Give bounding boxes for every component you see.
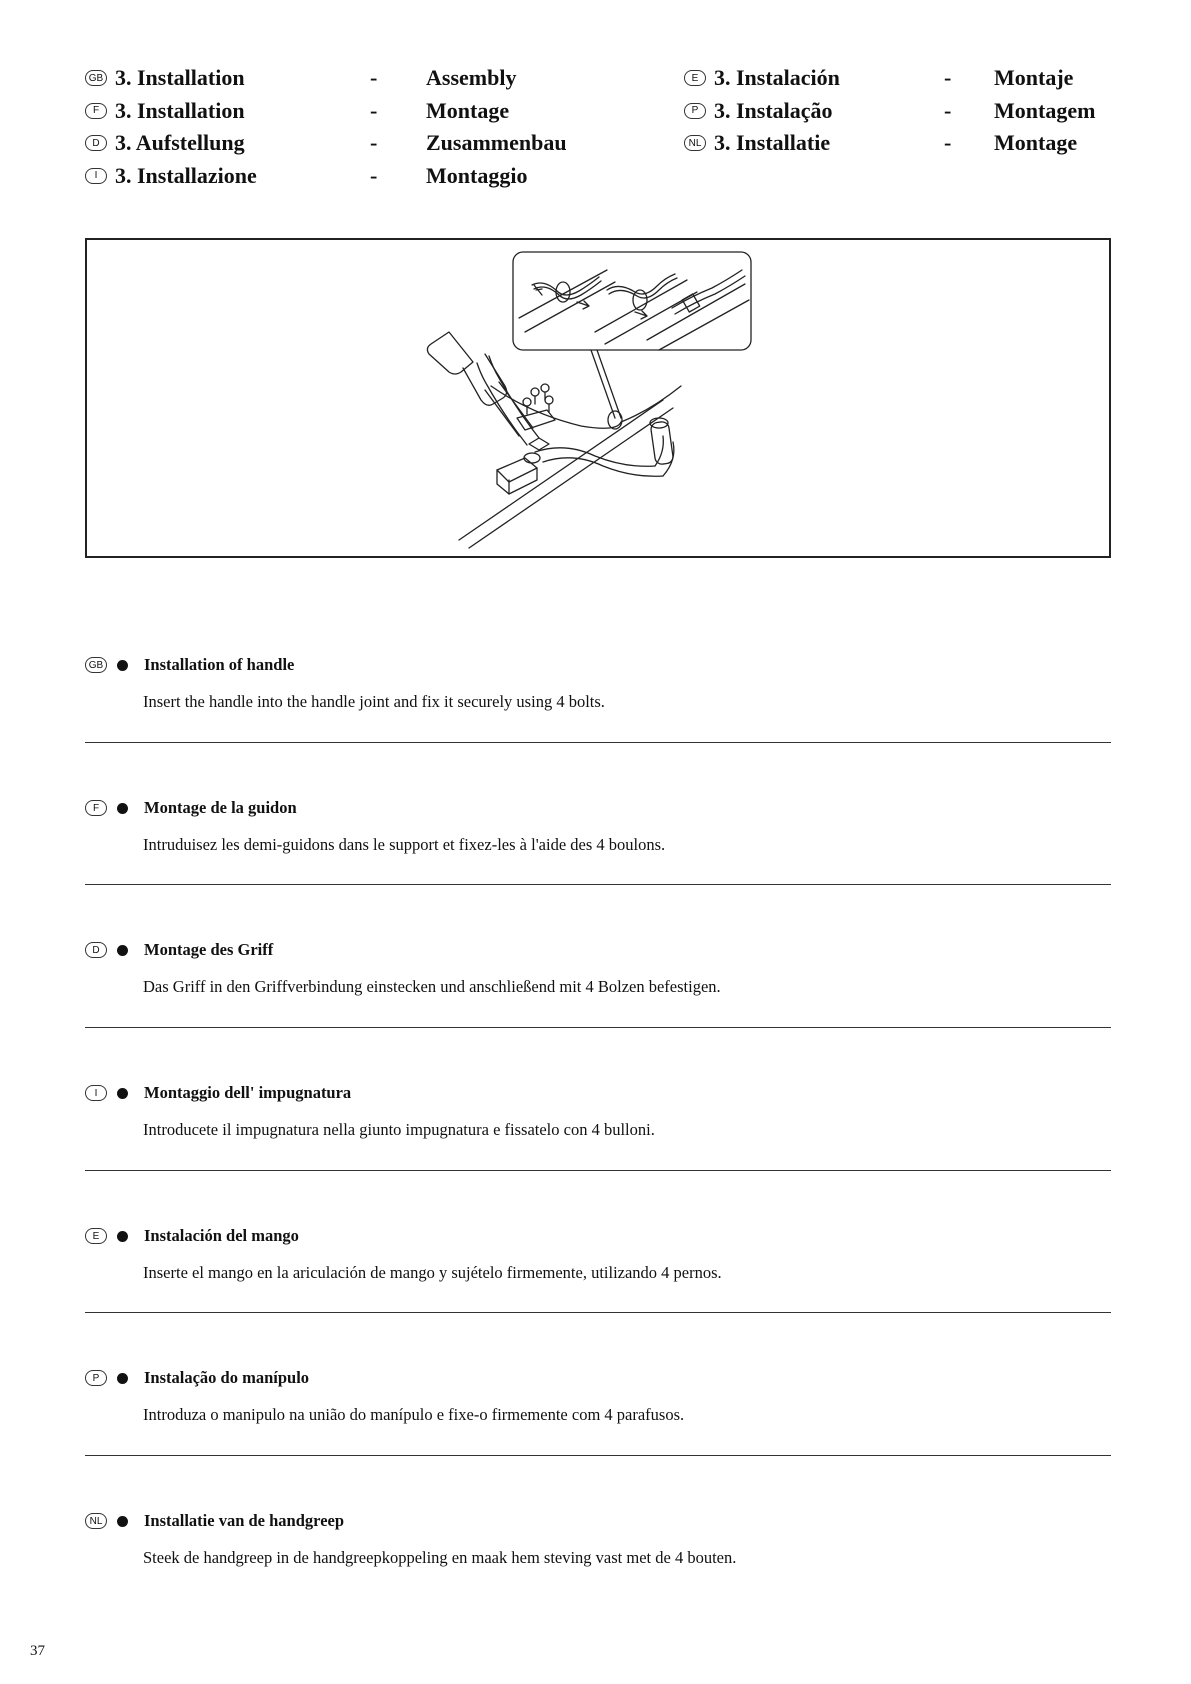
lang-badge: P — [684, 103, 706, 119]
section-heading: 3. Aufstellung — [115, 130, 245, 156]
dash: - — [944, 65, 952, 91]
bullet-icon — [117, 803, 128, 814]
bullet-icon — [117, 1516, 128, 1527]
dash: - — [370, 130, 378, 156]
dash: - — [944, 97, 952, 123]
bullet-icon — [117, 1231, 128, 1242]
section-heading: 3. Installation — [115, 65, 245, 91]
divider — [85, 1027, 1111, 1028]
header-row — [85, 160, 257, 193]
header-right-column — [684, 62, 840, 160]
divider — [85, 1170, 1111, 1171]
dash: - — [370, 97, 378, 123]
dash: - — [370, 162, 378, 188]
instruction-text: Inserte el mango en la ariculación de mango y sujételo firmemente, utilizando 4 pernos. — [143, 1263, 722, 1282]
section-heading: 3. Installazione — [115, 162, 257, 188]
lang-badge: D — [85, 135, 107, 151]
instruction-title: Installatie van de handgreep — [144, 1511, 345, 1530]
divider — [85, 1455, 1111, 1456]
header-left-dashes — [370, 62, 377, 192]
lang-badge: NL — [684, 135, 706, 151]
section-title — [85, 1511, 344, 1531]
dash: - — [944, 130, 952, 156]
lang-badge: E — [85, 1228, 107, 1244]
section-heading: 3. Installation — [115, 97, 245, 123]
lang-badge: F — [85, 800, 107, 816]
dash: - — [370, 65, 378, 91]
section-title — [85, 1226, 299, 1246]
instruction-text: Das Griff in den Griffverbindung einstecken und anschließend mit 4 Bolzen befestigen. — [143, 977, 721, 996]
instruction-title: Instalación del mango — [144, 1226, 299, 1245]
lang-badge: F — [85, 103, 107, 119]
section-subheading: Montaggio — [426, 162, 528, 188]
handle-assembly-illustration — [87, 240, 1109, 556]
lang-badge: D — [85, 942, 107, 958]
section-title — [85, 798, 297, 818]
header-row — [85, 95, 257, 128]
header-row — [684, 95, 840, 128]
section-title — [85, 940, 273, 960]
instruction-title: Installation of handle — [144, 655, 295, 674]
instruction-text: Introducete il impugnatura nella giunto impugnatura e fissatelo con 4 bulloni. — [143, 1120, 655, 1139]
header-row — [85, 127, 257, 160]
instruction-text: Insert the handle into the handle joint and fix it securely using 4 bolts. — [143, 692, 605, 711]
instruction-text: Steek de handgreep in de handgreepkoppeling en maak hem steving vast met de 4 bouten. — [143, 1548, 737, 1567]
page-number: 37 — [30, 1643, 45, 1659]
handle-bar — [477, 356, 674, 476]
bullet-icon — [117, 945, 128, 956]
section-subheading: Montagem — [994, 97, 1096, 123]
lang-badge: E — [684, 70, 706, 86]
bullet-icon — [117, 1373, 128, 1384]
lang-badge: NL — [85, 1513, 107, 1529]
lang-badge: I — [85, 1085, 107, 1101]
section-heading: 3. Installatie — [714, 130, 831, 156]
instruction-title: Instalação do manípulo — [144, 1368, 310, 1387]
section-subheading: Assembly — [426, 65, 517, 91]
bullet-icon — [117, 660, 128, 671]
header-right-subtitles — [994, 62, 1095, 160]
bullet-icon — [117, 1088, 128, 1099]
divider — [85, 884, 1111, 885]
header-row — [684, 62, 840, 95]
lang-badge: I — [85, 168, 107, 184]
header-row — [85, 62, 257, 95]
lang-badge: GB — [85, 657, 107, 673]
instruction-text: Intruduisez les demi-guidons dans le support et fixez-les à l'aide des 4 boulons. — [143, 835, 666, 854]
section-title — [85, 655, 294, 675]
handle-joint — [497, 453, 540, 494]
instruction-title: Montaggio dell' impugnatura — [144, 1083, 352, 1102]
section-title — [85, 1368, 309, 1388]
section-subheading: Montaje — [994, 65, 1074, 91]
section-subheading: Montage — [994, 130, 1078, 156]
divider — [85, 742, 1111, 743]
section-subheading: Montage — [426, 97, 510, 123]
instruction-title: Montage des Griff — [144, 940, 274, 959]
header-row — [684, 127, 840, 160]
section-heading: 3. Instalação — [714, 97, 833, 123]
header-left-subtitles — [426, 62, 567, 192]
section-heading: 3. Instalación — [714, 65, 840, 91]
instruction-text: Introduza o manipulo na união do manípulo e fixe-o firmemente com 4 parafusos. — [143, 1405, 685, 1424]
instruction-title: Montage de la guidon — [144, 798, 297, 817]
lang-badge: P — [85, 1370, 107, 1386]
lang-badge: GB — [85, 70, 107, 86]
section-subheading: Zusammenbau — [426, 130, 567, 156]
section-title — [85, 1083, 351, 1103]
header-left-column — [85, 62, 257, 192]
assembly-figure — [85, 238, 1111, 558]
header-right-dashes — [944, 62, 951, 160]
bolts — [517, 384, 555, 430]
divider — [85, 1312, 1111, 1313]
